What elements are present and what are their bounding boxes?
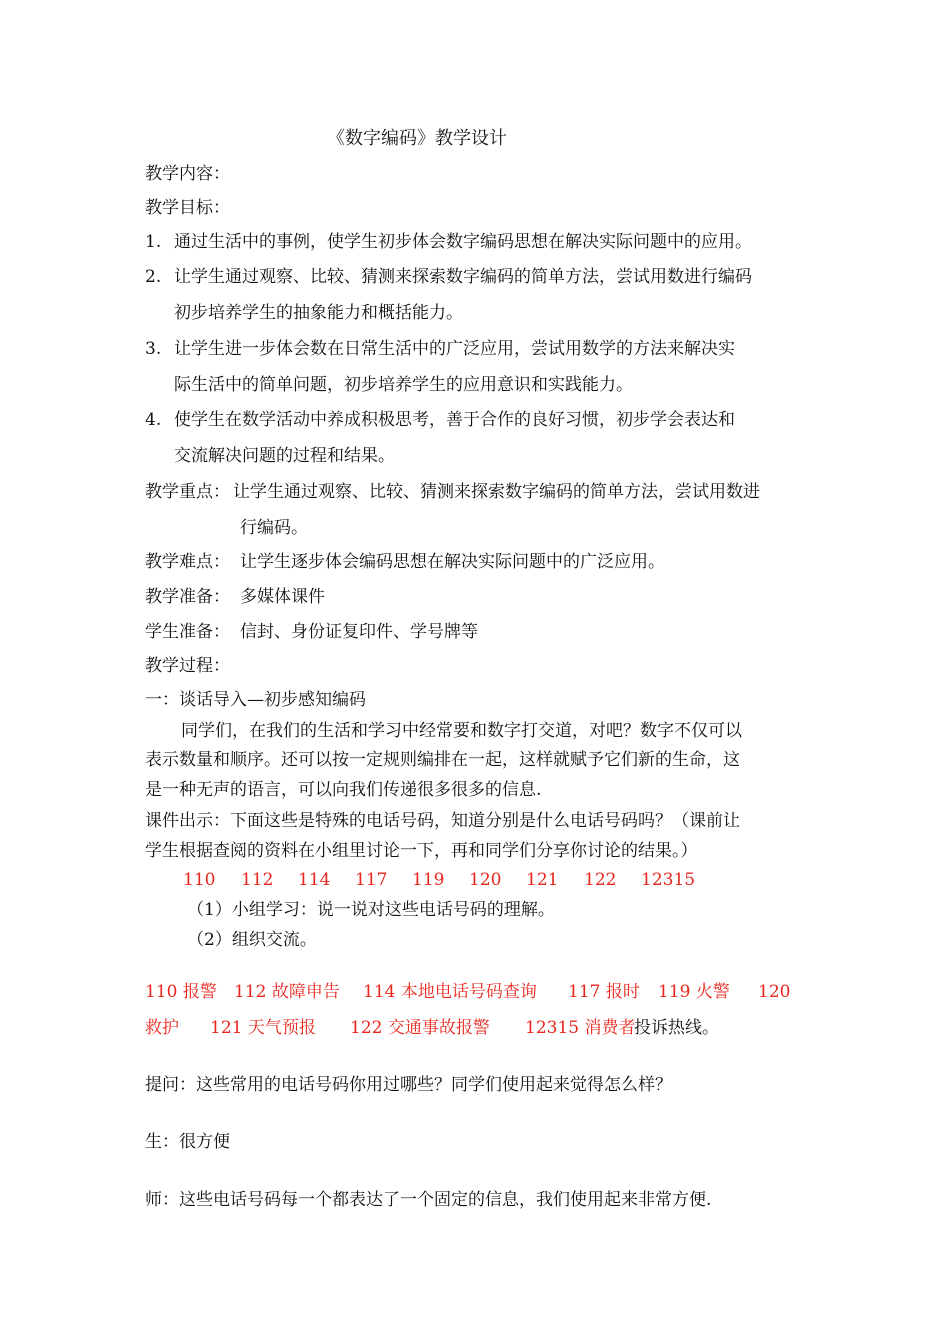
- step-1: （1）小组学习：说一说对这些电话号码的理解。: [187, 900, 555, 920]
- answer-item: 救护: [145, 1018, 179, 1038]
- intro-line-1: 同学们，在我们的生活和学习中经常要和数字打交道，对吧？数字不仅可以: [181, 721, 742, 741]
- phone-code: 117: [355, 870, 388, 890]
- courseware-line-1: 课件出示：下面这些是特殊的电话号码，知道分别是什么电话号码吗？（课前让: [145, 811, 740, 831]
- answer-item: 114 本地电话号码查询: [363, 982, 537, 1002]
- content-label: 教学内容：: [145, 164, 230, 184]
- answer-item: 119 火警: [658, 982, 730, 1002]
- difficulty-text: 让学生逐步体会编码思想在解决实际问题中的广泛应用。: [240, 552, 665, 572]
- phone-code: 122: [584, 870, 617, 890]
- answer-item: 117 报时: [568, 982, 640, 1002]
- goal-3-number: 3.: [145, 339, 162, 359]
- phone-code: 12315: [641, 870, 696, 890]
- teacher-reply: 师：这些电话号码每一个都表达了一个固定的信息，我们使用起来非常方便.: [145, 1190, 712, 1210]
- key-point-line-2: 行编码。: [240, 518, 308, 538]
- key-point-label: 教学重点：: [145, 482, 230, 502]
- answer-item: 121 天气预报: [210, 1018, 316, 1038]
- answer-tail: 投诉热线。: [634, 1018, 719, 1038]
- goal-4-number: 4.: [145, 410, 162, 430]
- phone-code: 119: [412, 870, 445, 890]
- student-reply: 生：很方便: [145, 1132, 230, 1152]
- answer-item: 112 故障申告: [234, 982, 340, 1002]
- goal-2-line-2: 初步培养学生的抽象能力和概括能力。: [174, 303, 463, 323]
- difficulty-label: 教学难点：: [145, 552, 230, 572]
- goal-3-line-1: 让学生进一步体会数在日常生活中的广泛应用，尝试用数学的方法来解决实: [174, 339, 735, 359]
- answer-item: 122 交通事故报警: [350, 1018, 490, 1038]
- key-point-line-1: 让学生通过观察、比较、猜测来探索数字编码的简单方法，尝试用数进: [233, 482, 760, 502]
- student-prep-label: 学生准备：: [145, 622, 230, 642]
- goal-1-number: 1.: [145, 232, 162, 252]
- step-2: （2）组织交流。: [187, 930, 317, 950]
- courseware-line-2: 学生根据查阅的资料在小组里讨论一下，再和同学们分享你讨论的结果。）: [145, 841, 698, 861]
- phone-code: 120: [469, 870, 502, 890]
- phone-code: 112: [241, 870, 274, 890]
- document-title: 《数字编码》教学设计: [327, 128, 507, 149]
- goal-2-number: 2.: [145, 267, 162, 287]
- phone-code: 114: [298, 870, 331, 890]
- goal-1-line-1: 通过生活中的事例，使学生初步体会数字编码思想在解决实际问题中的应用。: [174, 232, 752, 252]
- process-label: 教学过程：: [145, 656, 230, 676]
- goals-label: 教学目标：: [145, 198, 230, 218]
- intro-line-3: 是一种无声的语言，可以向我们传递很多很多的信息.: [145, 780, 542, 800]
- question-text: 提问：这些常用的电话号码你用过哪些？同学们使用起来觉得怎么样？: [145, 1075, 672, 1095]
- section-1-title: 一：谈话导入—初步感知编码: [145, 690, 366, 710]
- phone-code: 121: [526, 870, 559, 890]
- goal-4-line-1: 使学生在数学活动中养成积极思考，善于合作的良好习惯，初步学会表达和: [174, 410, 735, 430]
- answer-item: 110 报警: [145, 982, 217, 1002]
- student-prep-text: 信封、身份证复印件、学号牌等: [240, 622, 478, 642]
- teacher-prep-text: 多媒体课件: [240, 587, 325, 607]
- answer-item: 120: [758, 982, 791, 1002]
- teacher-prep-label: 教学准备：: [145, 587, 230, 607]
- phone-code: 110: [183, 870, 216, 890]
- goal-2-line-1: 让学生通过观察、比较、猜测来探索数字编码的简单方法，尝试用数进行编码: [174, 267, 752, 287]
- goal-3-line-2: 际生活中的简单问题，初步培养学生的应用意识和实践能力。: [174, 375, 633, 395]
- answer-item: 12315 消费者: [525, 1018, 636, 1038]
- intro-line-2: 表示数量和顺序。还可以按一定规则编排在一起，这样就赋予它们新的生命，这: [145, 750, 740, 770]
- goal-4-line-2: 交流解决问题的过程和结果。: [174, 446, 395, 466]
